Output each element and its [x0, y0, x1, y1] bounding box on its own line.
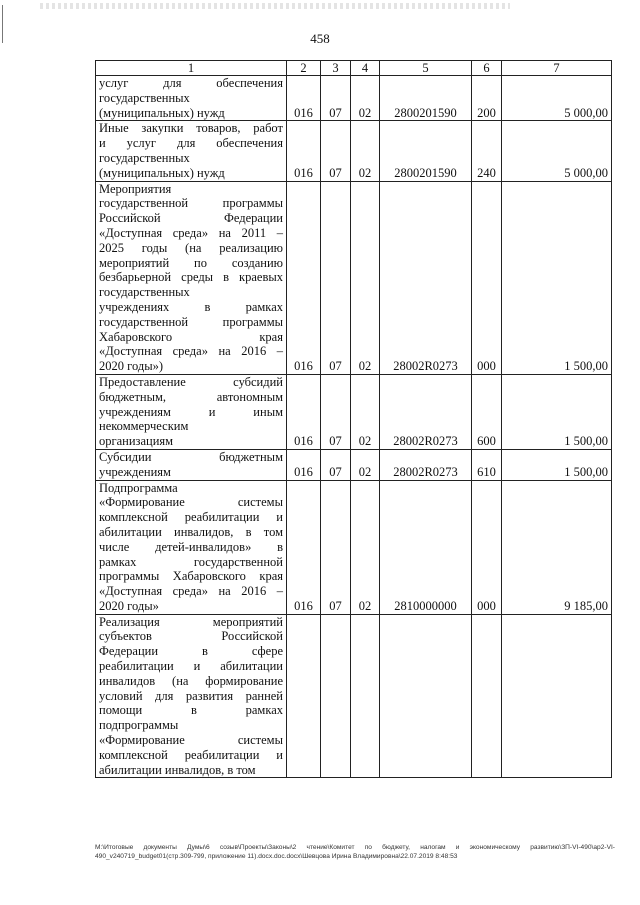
table-row: [96, 121, 612, 181]
row-name-line: мероприятий по созданию: [99, 255, 283, 270]
row-name-line: (муниципальных) нужд: [99, 105, 225, 120]
row-value-c6: 600: [472, 374, 502, 449]
row-value-c3: 07: [321, 121, 351, 181]
row-value-c3: 07: [321, 480, 351, 614]
row-value-c7: 1 500,00: [502, 181, 612, 374]
row-name-line: учреждениям и иным: [99, 404, 283, 419]
row-name-line: 2025 годы (на реализацию: [99, 240, 283, 255]
table-row: [96, 181, 612, 374]
row-name-line: Предоставление субсидий: [99, 374, 283, 389]
row-value-c7: 1 500,00: [502, 449, 612, 480]
header-row: [96, 61, 612, 76]
row-name-line: организациям: [99, 434, 174, 449]
row-value-c3: [321, 614, 351, 778]
row-value-c5: 2800201590: [380, 121, 472, 181]
row-name-cell: [96, 449, 287, 480]
row-value-c5: 28002R0273: [380, 449, 472, 480]
document-path-footer: М:\Итоговые документы Думы\6 созыв\Проекты\Законы\2 чтение\Комитет по бюджету, налогам и экономическому развитию\ЗП-VI-490\ар2-VI-490_v240719_budget01(стр.309-799, приложение 11).docx.doc.docx\Шевцова Ирина Владимировна\22.07.2019 8:48:53: [95, 844, 615, 860]
row-name-line: «Доступная среда» на 2016 –: [99, 584, 283, 599]
row-name-line: государственной программы: [99, 314, 283, 329]
row-name-line: безбарьерной среды в краевых: [99, 270, 283, 285]
row-name-line: Реализация мероприятий: [99, 614, 283, 629]
row-value-c5: 28002R0273: [380, 374, 472, 449]
row-name-line: Субсидии бюджетным: [99, 449, 283, 464]
row-value-c2: [287, 614, 321, 778]
row-name-line: государственной программы: [99, 196, 283, 211]
row-name-line: государственных: [99, 285, 190, 300]
row-name-line: 2020 годы»): [99, 359, 164, 374]
column-header: 2: [287, 61, 321, 76]
row-name-line: «Доступная среда» на 2011 –: [99, 225, 283, 240]
row-name-line: (муниципальных) нужд: [99, 165, 225, 180]
row-name-line: абилитации инвалидов, в том: [99, 524, 283, 539]
row-value-c2: 016: [287, 76, 321, 121]
row-name-line: Иные закупки товаров, работ: [99, 121, 283, 136]
scan-artifact-top: [40, 3, 510, 9]
row-value-c6: 610: [472, 449, 502, 480]
row-name-line: условий для развития ранней: [99, 688, 283, 703]
row-name-line: рамках государственной: [99, 554, 283, 569]
row-name-line: учреждениям: [99, 464, 171, 479]
row-value-c4: 02: [351, 449, 380, 480]
row-name-line: числе детей-инвалидов» в: [99, 539, 283, 554]
row-name-line: Федерации в сфере: [99, 644, 283, 659]
row-value-c2: 016: [287, 374, 321, 449]
row-name-line: реабилитации и абилитации: [99, 659, 283, 674]
row-name-line: субъектов Российской: [99, 629, 283, 644]
row-value-c7: [502, 614, 612, 778]
row-name-line: «Формирование системы: [99, 733, 283, 748]
column-header: 7: [502, 61, 612, 76]
row-value-c2: 016: [287, 480, 321, 614]
column-header: 4: [351, 61, 380, 76]
table-row: [96, 614, 612, 778]
row-name-line: государственных: [99, 150, 190, 165]
row-name-line: и услуг для обеспечения: [99, 136, 283, 151]
row-name-line: подпрограммы: [99, 718, 179, 733]
table-row: [96, 76, 612, 121]
row-name-line: комплексной реабилитации и: [99, 747, 283, 762]
row-value-c6: 000: [472, 480, 502, 614]
row-value-c7: 9 185,00: [502, 480, 612, 614]
row-name-line: Подпрограмма: [99, 480, 178, 495]
table-row: [96, 374, 612, 449]
row-name-line: «Формирование системы: [99, 495, 283, 510]
row-value-c2: 016: [287, 121, 321, 181]
page-number: 458: [310, 31, 330, 46]
row-name-line: Российской Федерации: [99, 211, 283, 226]
row-value-c6: 000: [472, 181, 502, 374]
row-value-c7: 5 000,00: [502, 121, 612, 181]
row-name-line: государственных: [99, 90, 190, 105]
row-value-c7: 5 000,00: [502, 76, 612, 121]
row-name-line: некоммерческим: [99, 419, 189, 434]
row-value-c2: 016: [287, 449, 321, 480]
row-name-line: услуг для обеспечения: [99, 76, 283, 90]
row-name-line: комплексной реабилитации и: [99, 510, 283, 525]
row-value-c3: 07: [321, 374, 351, 449]
row-value-c3: 07: [321, 449, 351, 480]
row-name-cell: [96, 480, 287, 614]
row-value-c4: 02: [351, 181, 380, 374]
row-name-line: бюджетным, автономным: [99, 389, 283, 404]
row-value-c7: 1 500,00: [502, 374, 612, 449]
row-name-cell: [96, 614, 287, 778]
row-value-c5: 28002R0273: [380, 181, 472, 374]
row-value-c2: 016: [287, 181, 321, 374]
table-row: [96, 449, 612, 480]
row-value-c5: 2810000000: [380, 480, 472, 614]
row-name-cell: [96, 76, 287, 121]
row-name-line: Мероприятия: [99, 181, 172, 196]
row-name-line: Хабаровского края: [99, 329, 283, 344]
row-value-c4: [351, 614, 380, 778]
row-name-line: «Доступная среда» на 2016 –: [99, 344, 283, 359]
row-value-c6: [472, 614, 502, 778]
row-value-c5: 2800201590: [380, 76, 472, 121]
table-row: [96, 480, 612, 614]
row-value-c4: 02: [351, 374, 380, 449]
row-name-line: учреждениях в рамках: [99, 299, 283, 314]
column-header: 5: [380, 61, 472, 76]
column-header: 6: [472, 61, 502, 76]
row-value-c3: 07: [321, 181, 351, 374]
row-value-c5: [380, 614, 472, 778]
row-name-cell: [96, 121, 287, 181]
row-value-c4: 02: [351, 480, 380, 614]
row-name-line: помощи в рамках: [99, 703, 283, 718]
row-name-line: абилитации инвалидов, в том: [99, 762, 256, 777]
column-header: 1: [96, 61, 287, 76]
column-header: 3: [321, 61, 351, 76]
row-name-cell: [96, 374, 287, 449]
row-name-line: программы Хабаровского края: [99, 569, 283, 584]
row-name-cell: [96, 181, 287, 374]
row-name-line: 2020 годы»: [99, 598, 159, 613]
row-value-c4: 02: [351, 121, 380, 181]
row-name-line: инвалидов (на формирование: [99, 673, 283, 688]
budget-table: [95, 60, 612, 778]
row-value-c3: 07: [321, 76, 351, 121]
row-value-c6: 240: [472, 121, 502, 181]
row-value-c4: 02: [351, 76, 380, 121]
row-value-c6: 200: [472, 76, 502, 121]
